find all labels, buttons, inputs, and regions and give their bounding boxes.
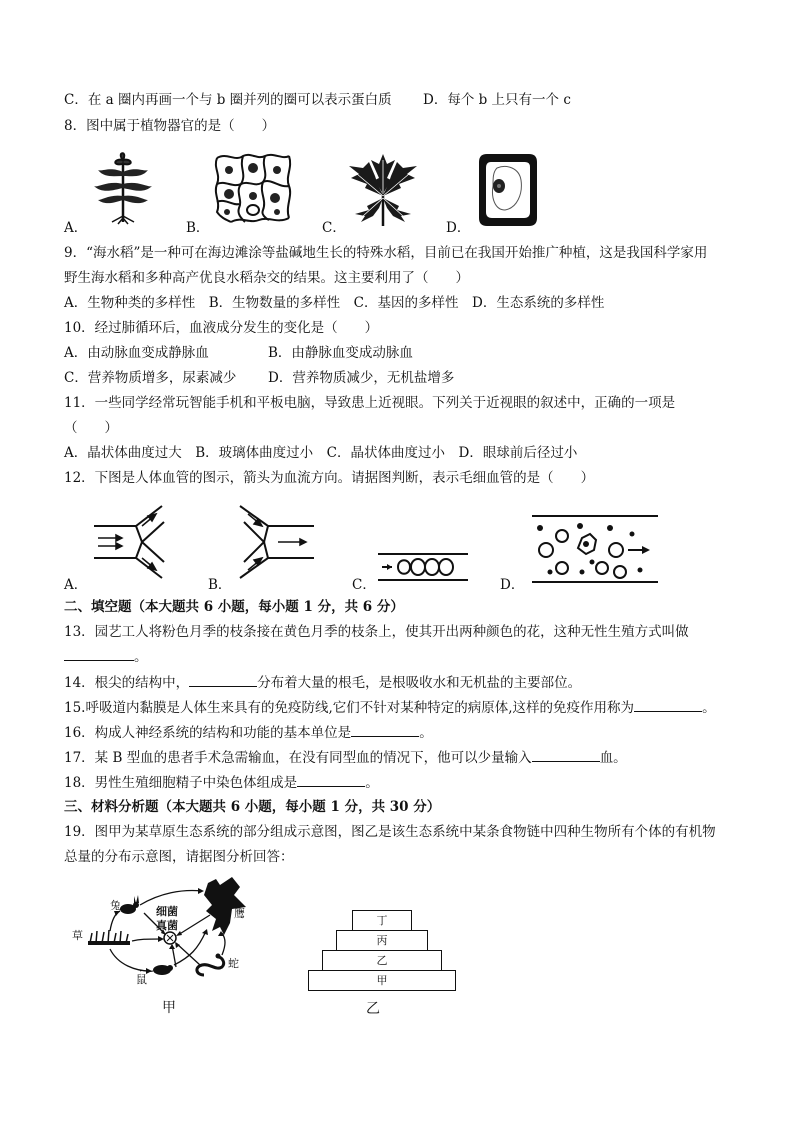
q13-stem: 13．园艺工人将粉色月季的枝条接在黄色月季的枝条上，使其开出两种颜色的花，这种无性生殖方式叫做 — [64, 624, 689, 640]
q13-end: 。 — [134, 649, 148, 665]
q8-stem: 8．图中属于植物器官的是（ ） — [64, 118, 276, 134]
vessel-diagram-b — [238, 504, 318, 580]
q17-blank[interactable] — [532, 748, 600, 762]
q11-options: A．晶状体曲度过大 B．玻璃体曲度过小 C．晶状体曲度过小 D．眼球前后径过小 — [64, 445, 578, 461]
figure-yi — [304, 908, 460, 1018]
q15-blank[interactable] — [634, 698, 702, 712]
q16 — [64, 723, 433, 742]
section-3-title: 三、材料分析题（本大题共 6 小题，每小题 1 分，共 30 分） — [64, 799, 441, 815]
figure-jia — [70, 875, 270, 1015]
caption-yi: 乙 — [366, 1001, 380, 1017]
q14 — [64, 673, 581, 692]
plant-cell-image — [475, 150, 541, 230]
label-rabbit: 兔 — [110, 899, 121, 912]
q12-label-c: C． — [352, 577, 376, 593]
q12-label-d: D． — [500, 577, 525, 593]
q10-option-a: A．由动脉血变成静脉血 — [64, 345, 209, 361]
cell-tissue-image — [213, 152, 293, 224]
q19-stem-line1: 19．图甲为某草原生态系统的部分组成示意图，图乙是该生态系统中某条食物链中四种生物所有个体的有机物 — [64, 824, 716, 840]
leaf-image — [345, 152, 421, 228]
q17 — [64, 748, 627, 767]
q7-option-c: C．在 a 圈内再画一个与 b 圈并列的圈可以表示蛋白质 — [64, 92, 392, 108]
q19-stem-line2: 总量的分布示意图，请据图分析回答： — [64, 849, 294, 865]
q8-label-a: A． — [64, 220, 88, 236]
grass-icon — [88, 930, 130, 943]
q18-pre: 18．男性生殖细胞精子中染色体组成是 — [64, 775, 298, 791]
q11-stem-line1: 11．一些同学经常玩智能手机和平板电脑，导致患上近视眼。下列关于近视眼的叙述中，正确的一项是 — [64, 395, 676, 411]
pyramid-label-bing: 丙 — [376, 934, 388, 947]
label-fungi-1: 细菌 — [156, 905, 178, 918]
q18-blank[interactable] — [297, 773, 365, 787]
q15-pre: 15.呼吸道内黏膜是人体生来具有的免疫防线,它们不针对某种特定的病原体,这样的免疫作用称为 — [64, 700, 635, 716]
q18-end: 。 — [365, 775, 379, 791]
q13-answer-line — [64, 647, 148, 666]
q15 — [64, 698, 716, 717]
q10-option-c: C．营养物质增多，尿素减少 — [64, 370, 237, 386]
label-fungi-2: 真菌 — [156, 919, 178, 932]
label-snake: 蛇 — [228, 957, 239, 970]
q16-pre: 16．构成人神经系统的结构和功能的基本单位是 — [64, 725, 352, 741]
pyramid-level-jia — [308, 970, 456, 991]
pyramid-level-bing — [336, 930, 428, 951]
q18 — [64, 773, 379, 792]
pyramid-label-jia: 甲 — [376, 974, 388, 987]
q9-stem-line2: 野生海水稻和多种高产优良水稻杂交的结果。这主要利用了（ ） — [64, 270, 469, 286]
q8-label-b: B． — [186, 220, 210, 236]
q7-option-d: D．每个 b 上只有一个 c — [423, 92, 571, 108]
pyramid-label-ding: 丁 — [376, 914, 388, 927]
q11-stem-line2: （ ） — [64, 420, 118, 436]
q10-stem: 10．经过肺循环后，血液成分发生的变化是（ ） — [64, 320, 379, 336]
pyramid-level-ding — [352, 910, 412, 931]
q16-blank[interactable] — [351, 723, 419, 737]
pyramid-label-yi: 乙 — [376, 954, 388, 967]
snake-icon — [197, 954, 224, 976]
plant-sprout-image — [92, 150, 154, 224]
q10-option-b: B．由静脉血变成动脉血 — [268, 345, 413, 361]
q13-blank[interactable] — [64, 647, 134, 661]
vessel-diagram-d — [532, 514, 664, 584]
microbe-icon — [164, 932, 176, 944]
vessel-diagram-a — [92, 504, 172, 580]
pyramid-level-yi — [322, 950, 442, 971]
q12-label-b: B． — [208, 577, 232, 593]
q10-option-d: D．营养物质减少，无机盐增多 — [268, 370, 455, 386]
q9-stem-line1: 9．“海水稻”是一种可在海边滩涂等盐碱地生长的特殊水稻，目前已在我国开始推广种植，这是我国科学家用 — [64, 245, 708, 261]
q12-label-a: A． — [64, 577, 88, 593]
label-eagle: 鹰 — [234, 907, 245, 920]
section-2-title: 二、填空题（本大题共 6 小题，每小题 1 分，共 6 分） — [64, 599, 404, 615]
label-grass: 草 — [72, 929, 83, 942]
q16-end: 。 — [419, 725, 433, 741]
q8-label-d: D． — [446, 220, 471, 236]
q17-post: 血。 — [599, 750, 627, 766]
q14-blank[interactable] — [189, 673, 257, 687]
q14-post: 分布着大量的根毛，是根吸收水和无机盐的主要部位。 — [257, 675, 582, 691]
caption-jia: 甲 — [162, 1000, 176, 1016]
vessel-diagram-c — [378, 550, 470, 584]
q17-pre: 17．某 B 型血的患者手术急需输血，在没有同型血的情况下，他可以少量输入 — [64, 750, 532, 766]
q12-stem: 12．下图是人体血管的图示，箭头为血流方向。请据图判断，表示毛细血管的是（ ） — [64, 470, 595, 486]
q9-options: A．生物种类的多样性 B．生物数量的多样性 C．基因的多样性 D．生态系统的多样性 — [64, 295, 605, 311]
rabbit-icon — [120, 895, 139, 914]
q15-end: 。 — [702, 700, 716, 716]
q14-pre: 14．根尖的结构中， — [64, 675, 190, 691]
q8-label-c: C． — [322, 220, 346, 236]
label-mouse: 鼠 — [136, 973, 147, 986]
